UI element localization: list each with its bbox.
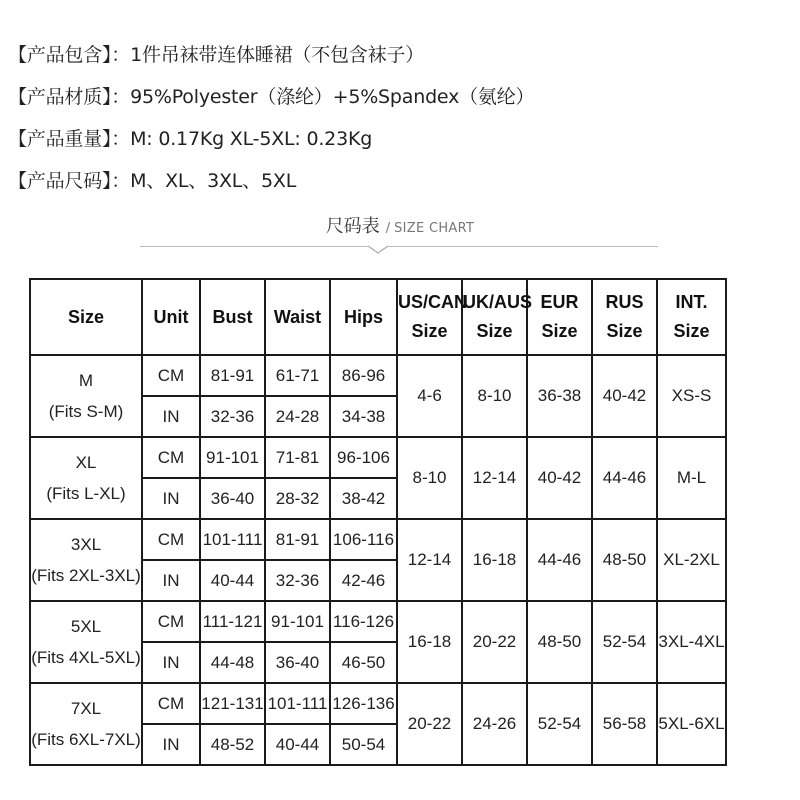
header-label: UK/AUS <box>463 292 533 312</box>
bust-cell: 36-40 <box>200 478 265 519</box>
size-label: 3XL <box>70 535 102 554</box>
hips-cell: 106-116 <box>330 519 397 560</box>
waist-cell: 32-36 <box>265 560 330 601</box>
size-fits-label: (Fits L-XL) <box>46 484 126 503</box>
bust-cell: 121-131 <box>200 683 265 724</box>
header-waist <box>265 279 330 355</box>
uk-aus-cell: 12-14 <box>462 437 527 519</box>
waist-cell: 61-71 <box>265 355 330 396</box>
bust-cell: 40-44 <box>200 560 265 601</box>
header-hips <box>330 279 397 355</box>
unit-cell: CM <box>142 437 200 478</box>
table-row <box>30 355 726 396</box>
chevron-down-icon <box>367 240 389 254</box>
header-label: Size <box>67 306 105 327</box>
header-label: Hips <box>343 306 383 327</box>
header-label: Bust <box>212 306 253 327</box>
size-chart-title-cn: 尺码表 <box>325 216 380 237</box>
us-can-cell: 16-18 <box>397 601 462 683</box>
waist-cell: 24-28 <box>265 396 330 437</box>
size-label: XL <box>75 453 97 472</box>
hips-cell: 42-46 <box>330 560 397 601</box>
eur-cell: 52-54 <box>527 683 592 765</box>
hips-cell: 86-96 <box>330 355 397 396</box>
waist-cell: 28-32 <box>265 478 330 519</box>
unit-cell: CM <box>142 601 200 642</box>
header-label: Size <box>411 321 448 341</box>
header-label: Size <box>541 321 578 341</box>
hips-cell: 34-38 <box>330 396 397 437</box>
uk-aus-cell: 24-26 <box>462 683 527 765</box>
size-fits-label: (Fits 4XL-5XL) <box>31 648 141 667</box>
waist-cell: 36-40 <box>265 642 330 683</box>
unit-cell: IN <box>142 560 200 601</box>
table-row <box>30 683 726 724</box>
header-label: INT. <box>675 292 708 312</box>
bust-cell: 32-36 <box>200 396 265 437</box>
unit-cell: CM <box>142 519 200 560</box>
size-cell <box>30 601 142 683</box>
header-uk-aus-size <box>462 279 533 355</box>
header-int-size <box>657 279 726 355</box>
header-eur-size <box>527 279 592 355</box>
rus-cell: 52-54 <box>592 601 657 683</box>
waist-cell: 81-91 <box>265 519 330 560</box>
unit-cell: IN <box>142 478 200 519</box>
product-info <box>8 34 534 202</box>
header-label: Size <box>673 321 710 341</box>
header-unit <box>142 279 200 355</box>
header-us-can-size <box>397 279 468 355</box>
header-label: RUS <box>605 292 644 312</box>
bust-cell: 81-91 <box>200 355 265 396</box>
heading-divider-right <box>388 246 658 247</box>
unit-cell: CM <box>142 683 200 724</box>
header-rus-size <box>592 279 657 355</box>
us-can-cell: 8-10 <box>397 437 462 519</box>
uk-aus-cell: 20-22 <box>462 601 527 683</box>
rus-cell: 40-42 <box>592 355 657 437</box>
waist-cell: 40-44 <box>265 724 330 765</box>
info-weight: 【产品重量】：M: 0.17Kg XL-5XL: 0.23Kg <box>8 128 373 150</box>
table-row <box>30 601 726 642</box>
size-cell <box>30 683 142 765</box>
int-cell: 5XL-6XL <box>657 683 726 765</box>
eur-cell: 44-46 <box>527 519 592 601</box>
bust-cell: 101-111 <box>200 519 265 560</box>
header-label: Size <box>606 321 643 341</box>
size-cell <box>30 355 142 437</box>
hips-cell: 116-126 <box>330 601 397 642</box>
rus-cell: 48-50 <box>592 519 657 601</box>
size-chart-heading <box>0 212 800 238</box>
int-cell: 3XL-4XL <box>657 601 726 683</box>
hips-cell: 96-106 <box>330 437 397 478</box>
size-fits-label: (Fits 2XL-3XL) <box>31 566 141 585</box>
hips-cell: 50-54 <box>330 724 397 765</box>
hips-cell: 38-42 <box>330 478 397 519</box>
us-can-cell: 4-6 <box>397 355 462 437</box>
size-label: 5XL <box>70 617 102 636</box>
size-fits-label: (Fits S-M) <box>48 402 124 421</box>
size-label: M <box>78 371 94 390</box>
uk-aus-cell: 8-10 <box>462 355 527 437</box>
unit-cell: IN <box>142 396 200 437</box>
bust-cell: 44-48 <box>200 642 265 683</box>
uk-aus-cell: 16-18 <box>462 519 527 601</box>
header-label: US/CAN <box>398 292 468 312</box>
size-chart-table <box>29 278 727 766</box>
info-contents: 【产品包含】：1件吊袜带连体睡裙（不包含袜子） <box>8 44 424 66</box>
size-cell <box>30 437 142 519</box>
size-chart-title-en: SIZE CHART <box>394 221 475 236</box>
header-label: Unit <box>153 306 189 327</box>
header-bust <box>200 279 265 355</box>
header-size <box>30 279 142 355</box>
header-label: Waist <box>273 306 322 327</box>
unit-cell: CM <box>142 355 200 396</box>
info-material: 【产品材质】：95%Polyester（涤纶）+5%Spandex（氨纶） <box>8 86 535 108</box>
waist-cell: 91-101 <box>265 601 330 642</box>
us-can-cell: 20-22 <box>397 683 462 765</box>
size-fits-label: (Fits 6XL-7XL) <box>31 730 141 749</box>
eur-cell: 48-50 <box>527 601 592 683</box>
bust-cell: 91-101 <box>200 437 265 478</box>
table-row <box>30 519 726 560</box>
bust-cell: 111-121 <box>200 601 265 642</box>
unit-cell: IN <box>142 724 200 765</box>
eur-cell: 36-38 <box>527 355 592 437</box>
rus-cell: 44-46 <box>592 437 657 519</box>
rus-cell: 56-58 <box>592 683 657 765</box>
bust-cell: 48-52 <box>200 724 265 765</box>
unit-cell: IN <box>142 642 200 683</box>
table-body <box>30 355 726 765</box>
waist-cell: 71-81 <box>265 437 330 478</box>
size-label: 7XL <box>70 699 102 718</box>
eur-cell: 40-42 <box>527 437 592 519</box>
header-label: Size <box>476 321 513 341</box>
int-cell: XS-S <box>657 355 726 437</box>
info-sizes: 【产品尺码】：M、XL、3XL、5XL <box>8 170 297 192</box>
hips-cell: 46-50 <box>330 642 397 683</box>
us-can-cell: 12-14 <box>397 519 462 601</box>
header-label: EUR <box>540 292 579 312</box>
size-cell <box>30 519 142 601</box>
table-row <box>30 437 726 478</box>
table-header-row <box>30 279 726 355</box>
int-cell: M-L <box>657 437 726 519</box>
size-chart-title-separator: / <box>385 221 391 236</box>
int-cell: XL-2XL <box>657 519 726 601</box>
waist-cell: 101-111 <box>265 683 330 724</box>
hips-cell: 126-136 <box>330 683 397 724</box>
heading-divider-left <box>140 246 368 247</box>
